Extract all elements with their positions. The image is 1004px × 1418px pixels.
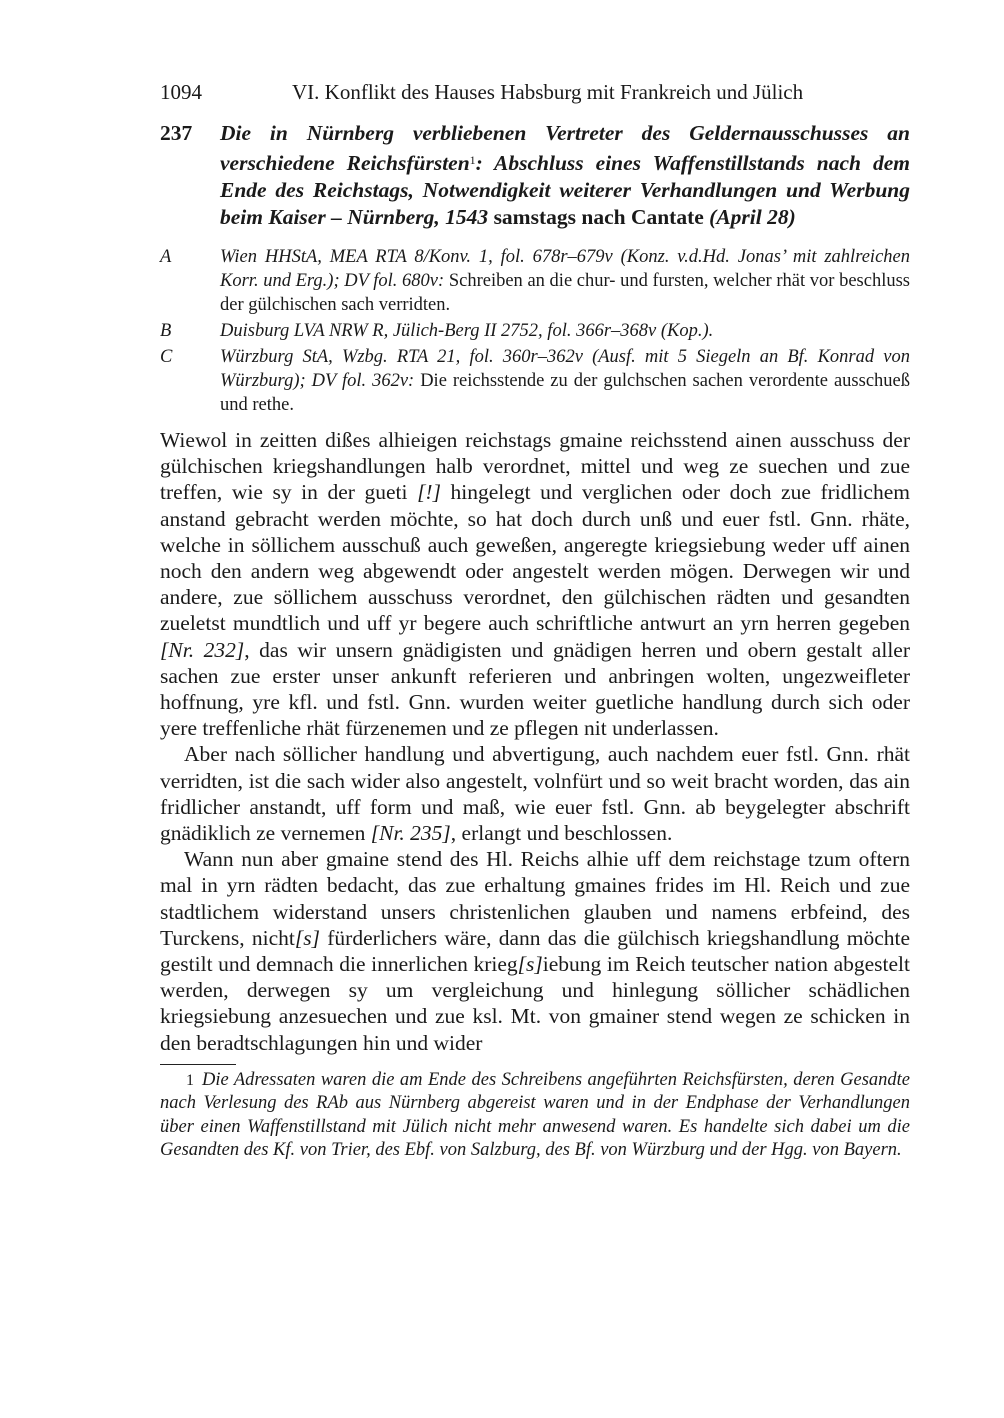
editorial-note: [s] [294,925,320,950]
cross-reference[interactable]: [Nr. 232] [160,637,245,662]
page-number: 1094 [160,80,202,104]
source-text [220,345,910,417]
text-run: Wann nun aber gmaine stend des Hl. Reichs alhie uff dem reichstage tzum oftern mal in yrn rädten bedacht, das zue erhaltung gmaines frides im Hl. Reich und zue stadtlichem widerstand unsers christenlichen glauben und namens erbfeind, des Turckens, nicht [160,847,910,950]
document-title [220,120,910,231]
title-date-italic: (April 28) [709,205,796,229]
source-siglum: B [160,321,172,341]
title-date-upright: samstags nach Cantate [488,205,710,229]
document-page [160,78,910,1163]
body-text [160,427,910,1056]
text-run: Wiewol in zeitten dißes alhieigen reichstags gmaine reichsstend ainen ausschuss der gülchischen kriegshandlungen halb verordnet, mittel und weg ze suechen und zue treffen, wie sy in der gueti [160,428,910,505]
running-head [160,78,910,106]
paragraph-1 [160,427,910,741]
title-part2: : Abschluss eines Waffenstillstands nach dem Ende des Reichstags, Notwendigkeit weiterer Verhandlungen und Werbung beim Kaiser – Nürnberg, 1543 [220,151,910,229]
source-endorsement: Die reichsstende zu der gulchschen sachen verordente ausschueß und rethe. [220,371,910,415]
text-run: hingelegt und verglichen oder doch zue fridlichem anstand gebracht werden möchte, so hat doch durch unß und euer fstl. Gnn. rhäte, welche in söllichem ausschuß auch geweßen, angeregte kriegsiebung weder uff ainen noch den andern weg abgewendt oder angestelt werden mögen. Derwegen wir und andere, zue söllichem ausschuss verordnet, den gülchischen rädten und gesandten zueletst mundtlich und uff yr begere auch schriftliche antwurt an yrn herren gegeben [160,480,910,636]
source-entry [160,345,910,417]
text-run: , erlangt und beschlossen. [450,821,673,846]
source-apparatus [160,245,910,417]
footnote [160,1069,910,1163]
source-endorsement: Schreiben an die chur- und fursten, welcher rhät vor beschluss der gülchischen sach verridten. [220,271,910,315]
cross-reference[interactable]: [Nr. 235] [370,821,451,846]
document-heading [160,120,910,231]
footnote-divider [160,1064,236,1065]
source-entry [160,319,910,343]
source-citation: Würzburg StA, Wzbg. RTA 21, fol. 360r–362v (Ausf. mit 5 Siegeln an Bf. Konrad von Würzburg); DV fol. 362v: [220,347,910,391]
paragraph-3 [160,846,910,1056]
section-title: VI. Konflikt des Hauses Habsburg mit Frankreich und Jülich [292,80,804,104]
source-citation: Wien HHStA, MEA RTA 8/Konv. 1, fol. 678r–679v (Konz. v.d.Hd. Jonas’ mit zahlreichen Korr. und Erg.); DV fol. 680v: [220,247,910,291]
footnote-text: Die Adressaten waren die am Ende des Schreibens angeführten Reichsfürsten, deren Gesandte nach Verlesung des RAb aus Nürnberg abgereist waren und in der Endphase der Verhandlungen über einen Waffenstillstand mit Jülich nicht mehr anwesend waren. Es handelte sich dabei um die Gesandten des Kf. von Trier, des Ebf. von Salzburg, des Bf. von Würzburg und der Hgg. von Bayern. [160,1069,910,1161]
source-citation: Duisburg LVA NRW R, Jülich-Berg II 2752, fol. 366r–368v (Kop.). [220,321,714,341]
footnote-mark: 1 [186,1071,194,1089]
source-entry [160,245,910,317]
text-run: iebung im Reich teutscher nation abgestelt werden, derwegen sy um vergleichung und hinlegung söllicher schädlichen kriegsiebung anzesuechen und zue ksl. Mt. von gmainer stend wegen ze schicken in den beradtschlagungen hin und wider [160,952,910,1055]
text-run: fürderlichers wäre, dann das die gülchisch kriegshandlung möchte gestilt und demnach die innerlichen krieg [160,925,911,977]
source-siglum: C [160,347,173,367]
source-text [220,245,910,317]
source-siglum: A [160,247,172,267]
title-part1: Die in Nürnberg verbliebenen Vertreter des Geldernausschusses an verschiedene Reichsfürsten [220,121,910,175]
text-run: , das wir unsern gnädigisten und gnädigen herren und obern gestalt aller sachen zue erster unser ankunft referieren und anbringen wolten, ungezweifleter hoffnung, yre kfl. und fstl. Gnn. wurden weiter guetliche handlung durch sich oder yere treffenliche rhät fürzenemen und ze pflegen nit underlassen. [160,637,910,741]
footnote-reference[interactable]: 1 [469,153,476,167]
text-run: Aber nach söllicher handlung und abvertigung, auch nachdem euer fstl. Gnn. rhät verridten, ist die sach wider also angestelt, volnfürt und so weit bracht worden, das ain fridlicher anstandt, uff form und maß, wie euer fstl. Gnn. ab beygelegter abschrift gnädiklich ze vernemen [160,742,910,846]
editorial-note: [s] [517,952,543,977]
editorial-note: [!] [417,480,441,505]
paragraph-2 [160,741,910,846]
source-text [220,319,910,343]
document-number: 237 [160,121,193,145]
